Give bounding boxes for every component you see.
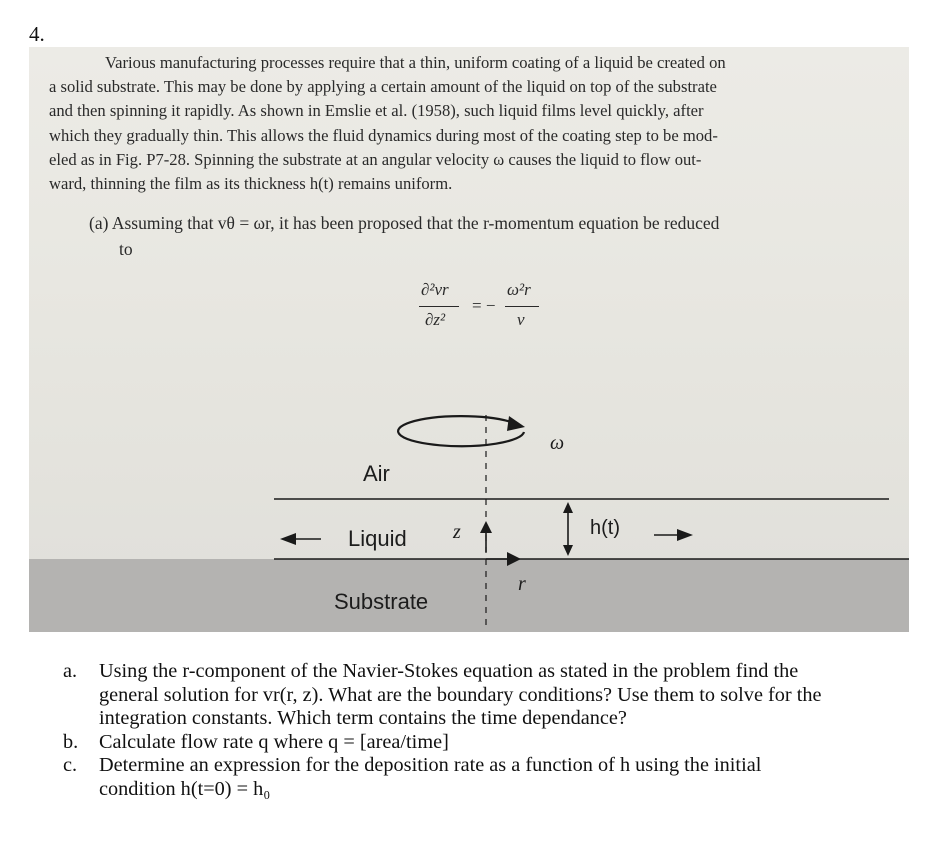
paragraph-line: ward, thinning the film as its thickness h(t) remains uniform. — [49, 174, 453, 194]
right-arrowhead — [677, 529, 693, 541]
equation-lhs-numerator: ∂²vr — [421, 280, 449, 299]
equation-lhs-denominator: ∂z² — [425, 310, 446, 329]
question-list — [63, 660, 923, 801]
spin-coating-figure — [29, 47, 909, 632]
substrate-label: Substrate — [334, 589, 429, 614]
question-line: Using the r-component of the Navier-Stokes equation as stated in the problem find the — [99, 660, 799, 682]
paragraph-line: Various manufacturing processes require that a thin, uniform coating of a liquid be created on — [105, 53, 726, 72]
question-line: Determine an expression for the deposition rate as a function of h using the initial — [99, 754, 762, 776]
r-arrowhead — [507, 552, 521, 566]
question-item — [63, 731, 923, 755]
question-item — [63, 660, 923, 731]
part-a-line: (a) Assuming that vθ = ωr, it has been proposed that the r-momentum equation be reduced — [89, 213, 720, 233]
paragraph-line: eled as in Fig. P7-28. Spinning the substrate at an angular velocity ω causes the liquid to flow out- — [49, 149, 702, 169]
equation-rhs-numerator: ω²r — [507, 280, 531, 299]
paragraph-line: a solid substrate. This may be done by applying a certain amount of the liquid on top of the substrate — [49, 77, 717, 97]
h-arrowhead-top — [563, 502, 573, 513]
question-letter: c. — [63, 754, 78, 776]
question-number: 4. — [29, 22, 45, 46]
z-arrowhead — [480, 521, 492, 533]
equation-rhs-denominator: ν — [517, 310, 525, 329]
air-label: Air — [363, 461, 390, 486]
paragraph-line: which they gradually thin. This allows the fluid dynamics during most of the coating step to be mod- — [49, 125, 718, 145]
question-item — [63, 754, 923, 801]
rotation-ellipse — [398, 416, 524, 446]
figure-drawing — [29, 47, 909, 632]
left-arrowhead — [280, 533, 296, 545]
z-label: z — [453, 521, 461, 543]
question-line: condition h(t=0) = h₀ — [99, 777, 271, 800]
question-letter: a. — [63, 660, 78, 682]
r-label: r — [518, 573, 526, 595]
h-label: h(t) — [590, 517, 620, 539]
question-letter: b. — [63, 730, 79, 753]
liquid-label: Liquid — [348, 526, 407, 551]
question-line: Calculate flow rate q where q = [area/time] — [99, 730, 449, 753]
equation-operator: = − — [472, 296, 496, 315]
question-line: general solution for vr(r, z). What are the boundary conditions? Use them to solve for the — [99, 683, 822, 706]
paragraph-line: and then spinning it rapidly. As shown in Emslie et al. (1958), such liquid films level quickly, after — [49, 101, 704, 121]
question-line: integration constants. Which term contains the time dependance? — [99, 707, 627, 729]
part-a-line: to — [119, 239, 133, 259]
h-arrowhead-bottom — [563, 545, 573, 556]
rotation-arrowhead — [507, 416, 525, 431]
textbook-photo — [29, 47, 909, 632]
omega-label: ω — [550, 432, 565, 454]
